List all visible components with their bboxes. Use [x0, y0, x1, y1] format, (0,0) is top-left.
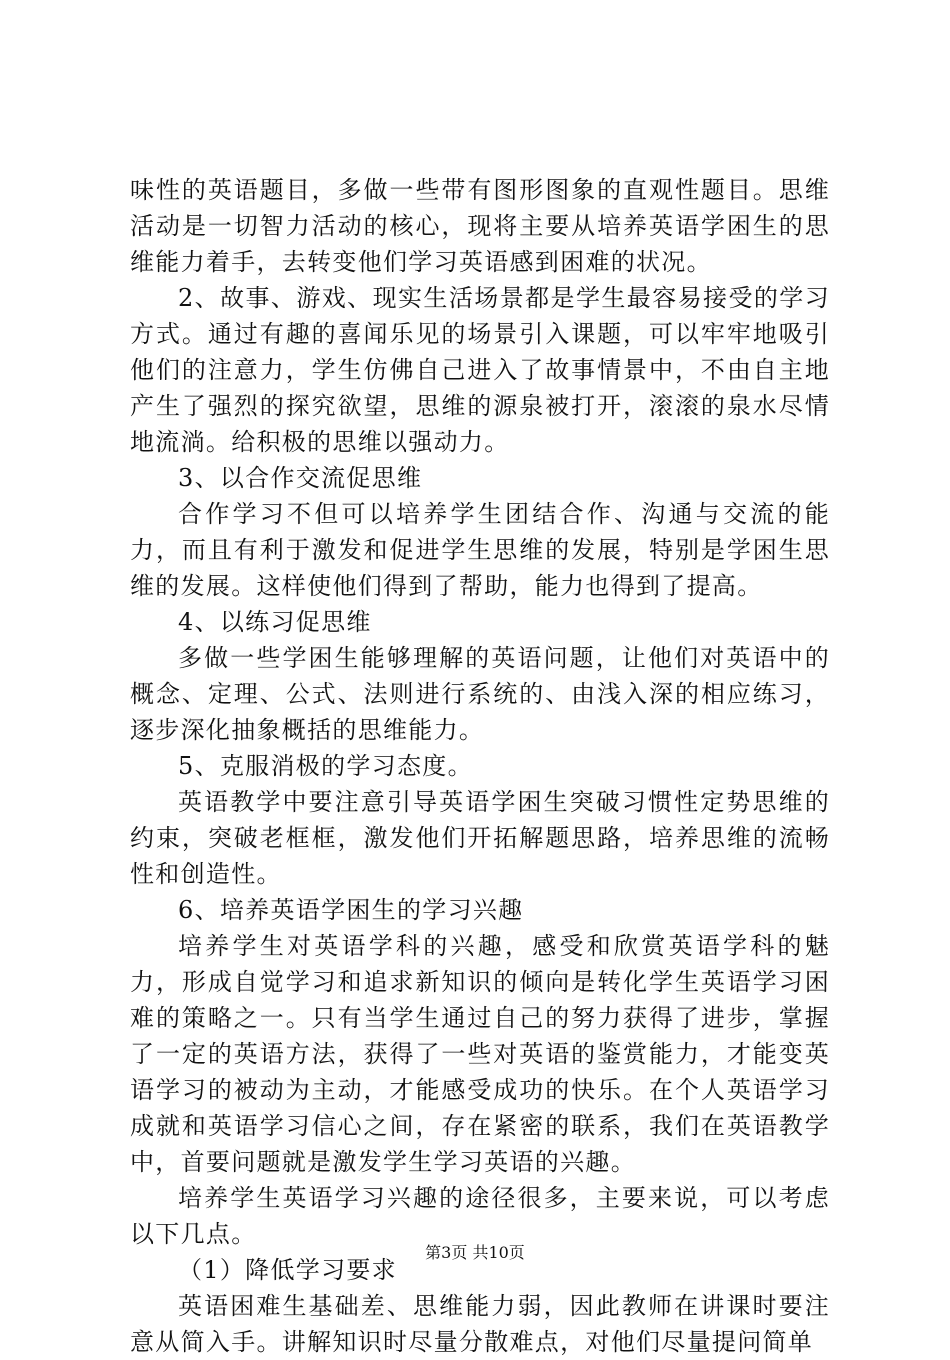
paragraph-subpoint-1: 英语困难生基础差、思维能力弱，因此教师在讲课时要注意从简入手。讲解知识时尽量分散难点，对他们尽量提问简单 [130, 1292, 830, 1356]
paragraph-point-3: 合作学习不但可以培养学生团结合作、沟通与交流的能力，而且有利于激发和促进学生思维的发展，特别是学困生思维的发展。这样使他们得到了帮助，能力也得到了提高。 [130, 500, 830, 600]
paragraph-point-6: 培养学生对英语学科的兴趣，感受和欣赏英语学科的魅力，形成自觉学习和追求新知识的倾向是转化学生英语学习困难的策略之一。只有当学生通过自己的努力获得了进步，掌握了一定的英语方法，获得了一些对英语的鉴赏能力，才能变英语学习的被动为主动，才能感受成功的快乐。在个人英语学习成就和英语学习信心之间，存在紧密的联系，我们在英语教学中，首要问题就是激发学生学习英语的兴趣。 [130, 932, 830, 1176]
paragraph-point-5: 英语教学中要注意引导英语学困生突破习惯性定势思维的约束，突破老框框，激发他们开拓解题思路，培养思维的流畅性和创造性。 [130, 788, 830, 888]
heading-point-3: 3、以合作交流促思维 [178, 464, 423, 492]
paragraph-point-4: 多做一些学困生能够理解的英语问题，让他们对英语中的概念、定理、公式、法则进行系统的、由浅入深的相应练习，逐步深化抽象概括的思维能力。 [130, 644, 830, 744]
heading-point-5: 5、克服消极的学习态度。 [178, 752, 473, 780]
heading-point-6: 6、培养英语学困生的学习兴趣 [178, 896, 524, 924]
paragraph-interest-ways: 培养学生英语学习兴趣的途径很多，主要来说，可以考虑以下几点。 [130, 1184, 830, 1248]
heading-subpoint-1: （1）降低学习要求 [178, 1256, 397, 1284]
page-number-footer: 第3页 共10页 [425, 1243, 525, 1262]
paragraph-point-2: 2、故事、游戏、现实生活场景都是学生最容易接受的学习方式。通过有趣的喜闻乐见的场景引入课题，可以牢牢地吸引他们的注意力，学生仿佛自己进入了故事情景中，不由自主地产生了强烈的探究欲望，思维的源泉被打开，滚滚的泉水尽情地流淌。给积极的思维以强动力。 [130, 284, 830, 456]
document-body [130, 172, 830, 1360]
heading-point-4: 4、以练习促思维 [178, 608, 372, 636]
paragraph-continuation: 味性的英语题目，多做一些带有图形图象的直观性题目。思维活动是一切智力活动的核心，现将主要从培养英语学困生的思维能力着手，去转变他们学习英语感到困难的状况。 [130, 176, 830, 276]
